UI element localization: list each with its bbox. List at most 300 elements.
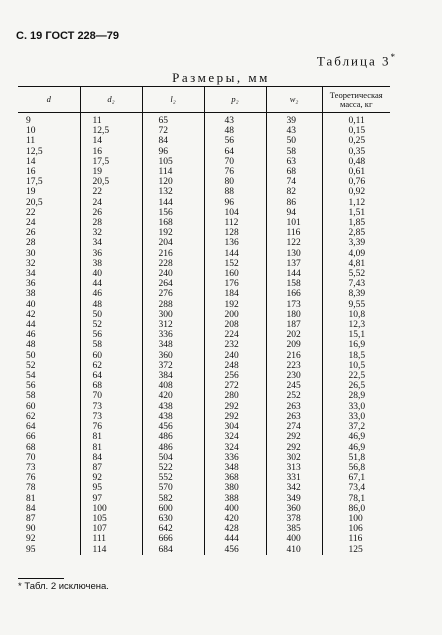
- table-cell: 42: [18, 310, 80, 320]
- table-row: [18, 147, 390, 157]
- table-cell: 50: [80, 310, 142, 320]
- table-cell: 66: [18, 432, 80, 442]
- table-cell: 50: [18, 351, 80, 361]
- table-cell: 48: [204, 126, 266, 136]
- table-cell: 200: [204, 310, 266, 320]
- table-cell: 32: [80, 228, 142, 238]
- table-cell: 19: [80, 167, 142, 177]
- table-cell: 88: [204, 187, 266, 197]
- table-cell: 1,51: [348, 207, 366, 218]
- table-cell: 0,15: [348, 126, 366, 137]
- table-cell: 84: [80, 453, 142, 463]
- table-cell: 304: [204, 422, 266, 432]
- table-cell: 32: [18, 259, 80, 269]
- table-cell: 312: [142, 320, 204, 330]
- table-cell: 12,5: [18, 147, 80, 157]
- table-cell: 486: [142, 432, 204, 442]
- table-cell: 122: [266, 238, 322, 248]
- table-cell: 642: [142, 524, 204, 534]
- table-cell: 48: [18, 340, 80, 350]
- table-cell: 152: [204, 259, 266, 269]
- table-cell: 62: [18, 412, 80, 422]
- table-cell: 58: [18, 391, 80, 401]
- table-cell: 168: [142, 218, 204, 228]
- table-cell: 94: [266, 208, 322, 218]
- table-cell: 187: [266, 320, 322, 330]
- table-cell: 300: [142, 310, 204, 320]
- table-cell: 11: [80, 113, 142, 127]
- table-cell: 240: [204, 351, 266, 361]
- table-row: [18, 167, 390, 177]
- table-cell: 400: [204, 504, 266, 514]
- table-cell: 9,55: [348, 299, 366, 310]
- table-cell: 74: [266, 177, 322, 187]
- table-cell: 24: [18, 218, 80, 228]
- table-cell: 62: [80, 361, 142, 371]
- table-cell: 36: [18, 279, 80, 289]
- table-cell: 38: [80, 259, 142, 269]
- table-row: [18, 279, 390, 289]
- table-cell: 428: [204, 524, 266, 534]
- table-row: [18, 177, 390, 187]
- table-cell: 70: [80, 391, 142, 401]
- table-cell: 8,39: [348, 289, 366, 300]
- table-cell: 137: [266, 259, 322, 269]
- table-cell: 20,5: [80, 177, 142, 187]
- table-cell: 292: [266, 443, 322, 453]
- table-row: [18, 443, 390, 453]
- table-cell: 272: [204, 381, 266, 391]
- table-cell: 192: [204, 300, 266, 310]
- table-cell: 97: [80, 494, 142, 504]
- table-cell: 160: [204, 269, 266, 279]
- table-cell: 40: [80, 269, 142, 279]
- table-cell: 68: [266, 167, 322, 177]
- table-cell: 292: [204, 412, 266, 422]
- table-row: [18, 453, 390, 463]
- table-cell: 173: [266, 300, 322, 310]
- table-cell: 12,5: [80, 126, 142, 136]
- table-cell: 17,5: [18, 177, 80, 187]
- table-cell: 216: [266, 351, 322, 361]
- table-cell: 276: [142, 289, 204, 299]
- table-row: [18, 514, 390, 524]
- table-cell: 331: [266, 473, 322, 483]
- table-cell: 17,5: [80, 157, 142, 167]
- table-subtitle: Размеры, мм: [172, 70, 270, 85]
- table-cell: 76: [18, 473, 80, 483]
- table-cell: 348: [204, 463, 266, 473]
- table-cell: 60: [18, 402, 80, 412]
- table-cell: 68: [18, 443, 80, 453]
- table-cell: 630: [142, 514, 204, 524]
- table-cell: 28,9: [348, 391, 366, 402]
- table-cell: 34: [80, 238, 142, 248]
- table-cell: 252: [266, 391, 322, 401]
- table-row: [18, 300, 390, 310]
- table-cell: 114: [142, 167, 204, 177]
- table-cell: 456: [142, 422, 204, 432]
- table-cell: 144: [142, 198, 204, 208]
- table-cell: 43: [204, 113, 266, 127]
- table-cell: 438: [142, 412, 204, 422]
- table-row: [18, 402, 390, 412]
- table-cell: 96: [204, 198, 266, 208]
- table-cell: 44: [18, 320, 80, 330]
- table-cell: 4,81: [348, 258, 366, 269]
- table-row: [18, 126, 390, 136]
- table-row: [18, 432, 390, 442]
- table-cell: 7,43: [348, 279, 366, 290]
- table-cell: 0,25: [348, 136, 366, 147]
- table-cell: 348: [142, 340, 204, 350]
- table-cell: 360: [266, 504, 322, 514]
- table-cell: 33,0: [348, 401, 366, 412]
- table-cell: 116: [266, 228, 322, 238]
- table-cell: 240: [142, 269, 204, 279]
- table-cell: 100: [80, 504, 142, 514]
- table-cell: 84: [142, 136, 204, 146]
- table-cell: 84: [18, 504, 80, 514]
- table-cell: 43: [266, 126, 322, 136]
- table-cell: 144: [266, 269, 322, 279]
- table-cell: 78,1: [348, 493, 366, 504]
- table-row: [18, 473, 390, 483]
- table-cell: 56,8: [348, 462, 366, 473]
- table-cell: 0,61: [348, 167, 366, 178]
- table-cell: 274: [266, 422, 322, 432]
- table-cell: 176: [204, 279, 266, 289]
- table-row: [18, 422, 390, 432]
- table-cell: 81: [18, 494, 80, 504]
- table-cell: 522: [142, 463, 204, 473]
- table-cell: 39: [266, 113, 322, 127]
- table-cell: 65: [142, 113, 204, 127]
- table-cell: 73: [80, 402, 142, 412]
- table-cell: 58: [266, 147, 322, 157]
- table-cell: 232: [204, 340, 266, 350]
- table-cell: 349: [266, 494, 322, 504]
- table-cell: 51,8: [348, 452, 366, 463]
- table-cell: 420: [204, 514, 266, 524]
- table-cell: 26: [80, 208, 142, 218]
- table-cell: 52: [18, 361, 80, 371]
- table-cell: 46: [80, 289, 142, 299]
- table-cell: 0,92: [348, 187, 366, 198]
- table-cell: 80: [204, 177, 266, 187]
- table-cell: 111: [80, 534, 142, 544]
- table-cell: 19: [18, 187, 80, 197]
- table-row: [18, 463, 390, 473]
- table-cell: 410: [266, 545, 322, 555]
- table-cell: 130: [266, 249, 322, 259]
- table-row: [18, 371, 390, 381]
- table-cell: 136: [204, 238, 266, 248]
- table-cell: 132: [142, 187, 204, 197]
- table-cell: 64: [80, 371, 142, 381]
- table-row: [18, 136, 390, 146]
- table-cell: 16,9: [348, 340, 366, 351]
- table-cell: 10,5: [348, 360, 366, 371]
- table-cell: 14: [18, 157, 80, 167]
- table-cell: 0,11: [348, 116, 365, 126]
- table-cell: 570: [142, 483, 204, 493]
- table-cell: 292: [204, 402, 266, 412]
- table-cell: 15,1: [348, 330, 366, 341]
- table-cell: 128: [204, 228, 266, 238]
- table-row: [18, 208, 390, 218]
- table-row: [18, 238, 390, 248]
- table-cell: 4,09: [348, 248, 366, 259]
- table-cell: 114: [80, 545, 142, 555]
- table-cell: 34: [18, 269, 80, 279]
- table-cell: 292: [266, 432, 322, 442]
- table-cell: 100: [348, 513, 363, 524]
- table-row: [18, 113, 390, 127]
- table-cell: 666: [142, 534, 204, 544]
- table-row: [18, 351, 390, 361]
- table-cell: 600: [142, 504, 204, 514]
- table-row: [18, 259, 390, 269]
- table-cell: 5,52: [348, 269, 366, 280]
- table-cell: 26: [18, 228, 80, 238]
- table-row: [18, 249, 390, 259]
- table-cell: 10: [18, 126, 80, 136]
- table-cell: 486: [142, 443, 204, 453]
- table-cell: 438: [142, 402, 204, 412]
- table-cell: 552: [142, 473, 204, 483]
- table-row: [18, 157, 390, 167]
- table-row: [18, 187, 390, 197]
- table-cell: 78: [18, 483, 80, 493]
- table-cell: 72: [142, 126, 204, 136]
- table-cell: 81: [80, 432, 142, 442]
- table-cell: 384: [142, 371, 204, 381]
- column-header-l2: l₂: [142, 87, 204, 113]
- table-row: [18, 524, 390, 534]
- table-cell: 18,5: [348, 350, 366, 361]
- table-cell: 20,5: [18, 198, 80, 208]
- table-cell: 112: [204, 218, 266, 228]
- table-cell: 14: [80, 136, 142, 146]
- table-cell: 368: [204, 473, 266, 483]
- table-cell: 87: [18, 514, 80, 524]
- footnote-rule: [18, 578, 64, 579]
- table-cell: 144: [204, 249, 266, 259]
- table-cell: 81: [80, 443, 142, 453]
- table-row: [18, 228, 390, 238]
- table-cell: 444: [204, 534, 266, 544]
- table-cell: 12,3: [348, 320, 366, 331]
- table-label-text: Таблица 3: [316, 53, 391, 69]
- table-cell: 64: [18, 422, 80, 432]
- table-cell: 0,35: [348, 146, 366, 157]
- table-cell: 263: [266, 412, 322, 422]
- table-cell: 120: [142, 177, 204, 187]
- table-cell: 263: [266, 402, 322, 412]
- table-cell: 372: [142, 361, 204, 371]
- table-cell: 1,85: [348, 218, 366, 229]
- table-cell: 504: [142, 453, 204, 463]
- table-cell: 56: [18, 381, 80, 391]
- table-cell: 216: [142, 249, 204, 259]
- table-cell: 256: [204, 371, 266, 381]
- table-cell: 73,4: [348, 483, 366, 494]
- table-cell: 86,0: [348, 503, 366, 514]
- table-cell: 2,85: [348, 228, 366, 239]
- table-cell: 64: [204, 147, 266, 157]
- table-cell: 10,8: [348, 309, 366, 320]
- table-cell: 264: [142, 279, 204, 289]
- table-cell: 313: [266, 463, 322, 473]
- table-row: [18, 391, 390, 401]
- table-cell: 360: [142, 351, 204, 361]
- table-row: [18, 504, 390, 514]
- table-cell: 22,5: [348, 371, 366, 382]
- table-cell: 96: [142, 147, 204, 157]
- table-cell: 86: [266, 198, 322, 208]
- table-cell: 184: [204, 289, 266, 299]
- table-cell: 44: [80, 279, 142, 289]
- table-row: [18, 494, 390, 504]
- table-cell: 52: [80, 320, 142, 330]
- table-cell: 28: [18, 238, 80, 248]
- table-cell: 50: [266, 136, 322, 146]
- table-row: [18, 330, 390, 340]
- table-cell: 92: [80, 473, 142, 483]
- table-cell: 684: [142, 545, 204, 555]
- table-cell: 92: [18, 534, 80, 544]
- table-header-row: [18, 87, 390, 113]
- table-cell: 16: [80, 147, 142, 157]
- column-header-w2: w₂: [266, 87, 322, 113]
- table-cell: 30: [18, 249, 80, 259]
- table-cell: 192: [142, 228, 204, 238]
- table-cell: 46,9: [348, 432, 366, 443]
- table-cell: 76: [80, 422, 142, 432]
- table-cell: 40: [18, 300, 80, 310]
- table-cell: 11: [18, 136, 80, 146]
- table-cell: 33,0: [348, 411, 366, 422]
- table-cell: 408: [142, 381, 204, 391]
- table-cell: 70: [204, 157, 266, 167]
- table-cell: 73: [18, 463, 80, 473]
- table-cell: 22: [18, 208, 80, 218]
- table-cell: 104: [204, 208, 266, 218]
- table-cell: 70: [18, 453, 80, 463]
- table-cell: 302: [266, 453, 322, 463]
- column-header-d: d: [18, 87, 80, 113]
- table-cell: 58: [80, 340, 142, 350]
- table-cell: 245: [266, 381, 322, 391]
- table-cell: 24: [80, 198, 142, 208]
- table-body: [18, 113, 390, 555]
- table-cell: 209: [266, 340, 322, 350]
- table-cell: 90: [18, 524, 80, 534]
- table-cell: 28: [80, 218, 142, 228]
- table-cell: 582: [142, 494, 204, 504]
- table-cell: 208: [204, 320, 266, 330]
- table-row: [18, 381, 390, 391]
- table-cell: 324: [204, 443, 266, 453]
- table-cell: 280: [204, 391, 266, 401]
- table-cell: 336: [142, 330, 204, 340]
- table-cell: 95: [80, 483, 142, 493]
- table-cell: 288: [142, 300, 204, 310]
- footnote: * Табл. 2 исключена.: [18, 581, 109, 592]
- table-cell: 46: [18, 330, 80, 340]
- table-row: [18, 412, 390, 422]
- table-cell: 56: [204, 136, 266, 146]
- table-cell: 63: [266, 157, 322, 167]
- table-row: [18, 534, 390, 544]
- table-cell: 248: [204, 361, 266, 371]
- table-cell: 180: [266, 310, 322, 320]
- table-cell: 95: [18, 545, 80, 555]
- table-row: [18, 320, 390, 330]
- table-cell: 202: [266, 330, 322, 340]
- table-cell: 105: [142, 157, 204, 167]
- table-cell: 48: [80, 300, 142, 310]
- table-cell: 26,5: [348, 381, 366, 392]
- table-cell: 101: [266, 218, 322, 228]
- table-cell: 166: [266, 289, 322, 299]
- table-cell: 76: [204, 167, 266, 177]
- table-cell: 73: [80, 412, 142, 422]
- table-cell: 204: [142, 238, 204, 248]
- table-cell: 38: [18, 289, 80, 299]
- table-cell: 156: [142, 208, 204, 218]
- table-cell: 22: [80, 187, 142, 197]
- page-header: С. 19 ГОСТ 228—79: [16, 30, 120, 42]
- table-cell: 3,39: [348, 238, 366, 249]
- table-cell: 1,12: [348, 197, 366, 208]
- dimensions-table: [18, 86, 390, 555]
- table-cell: 37,2: [348, 422, 366, 433]
- table-row: [18, 361, 390, 371]
- table-cell: 400: [266, 534, 322, 544]
- table-row: [18, 269, 390, 279]
- table-cell: 0,48: [348, 156, 366, 167]
- table-cell: 388: [204, 494, 266, 504]
- table-cell: 16: [18, 167, 80, 177]
- table-cell: 230: [266, 371, 322, 381]
- table-cell: 68: [80, 381, 142, 391]
- table-cell: 224: [204, 330, 266, 340]
- table-label: [317, 52, 395, 69]
- table-cell: 456: [204, 545, 266, 555]
- table-cell: 54: [18, 371, 80, 381]
- table-cell: 0,76: [348, 177, 366, 188]
- table-cell: 82: [266, 187, 322, 197]
- table-cell: 9: [18, 113, 80, 127]
- table-cell: 87: [80, 463, 142, 473]
- table-cell: 228: [142, 259, 204, 269]
- table-cell: 107: [80, 524, 142, 534]
- table-row: [18, 289, 390, 299]
- table-cell: 105: [80, 514, 142, 524]
- table-cell: 158: [266, 279, 322, 289]
- table-label-mark: *: [390, 52, 395, 62]
- table-cell: 67,1: [348, 473, 366, 484]
- table-cell: 46,9: [348, 442, 366, 453]
- table-row: [18, 218, 390, 228]
- table-cell: 378: [266, 514, 322, 524]
- table-cell: 116: [348, 534, 363, 545]
- table-cell: 60: [80, 351, 142, 361]
- table-row: [18, 545, 390, 555]
- table-cell: 380: [204, 483, 266, 493]
